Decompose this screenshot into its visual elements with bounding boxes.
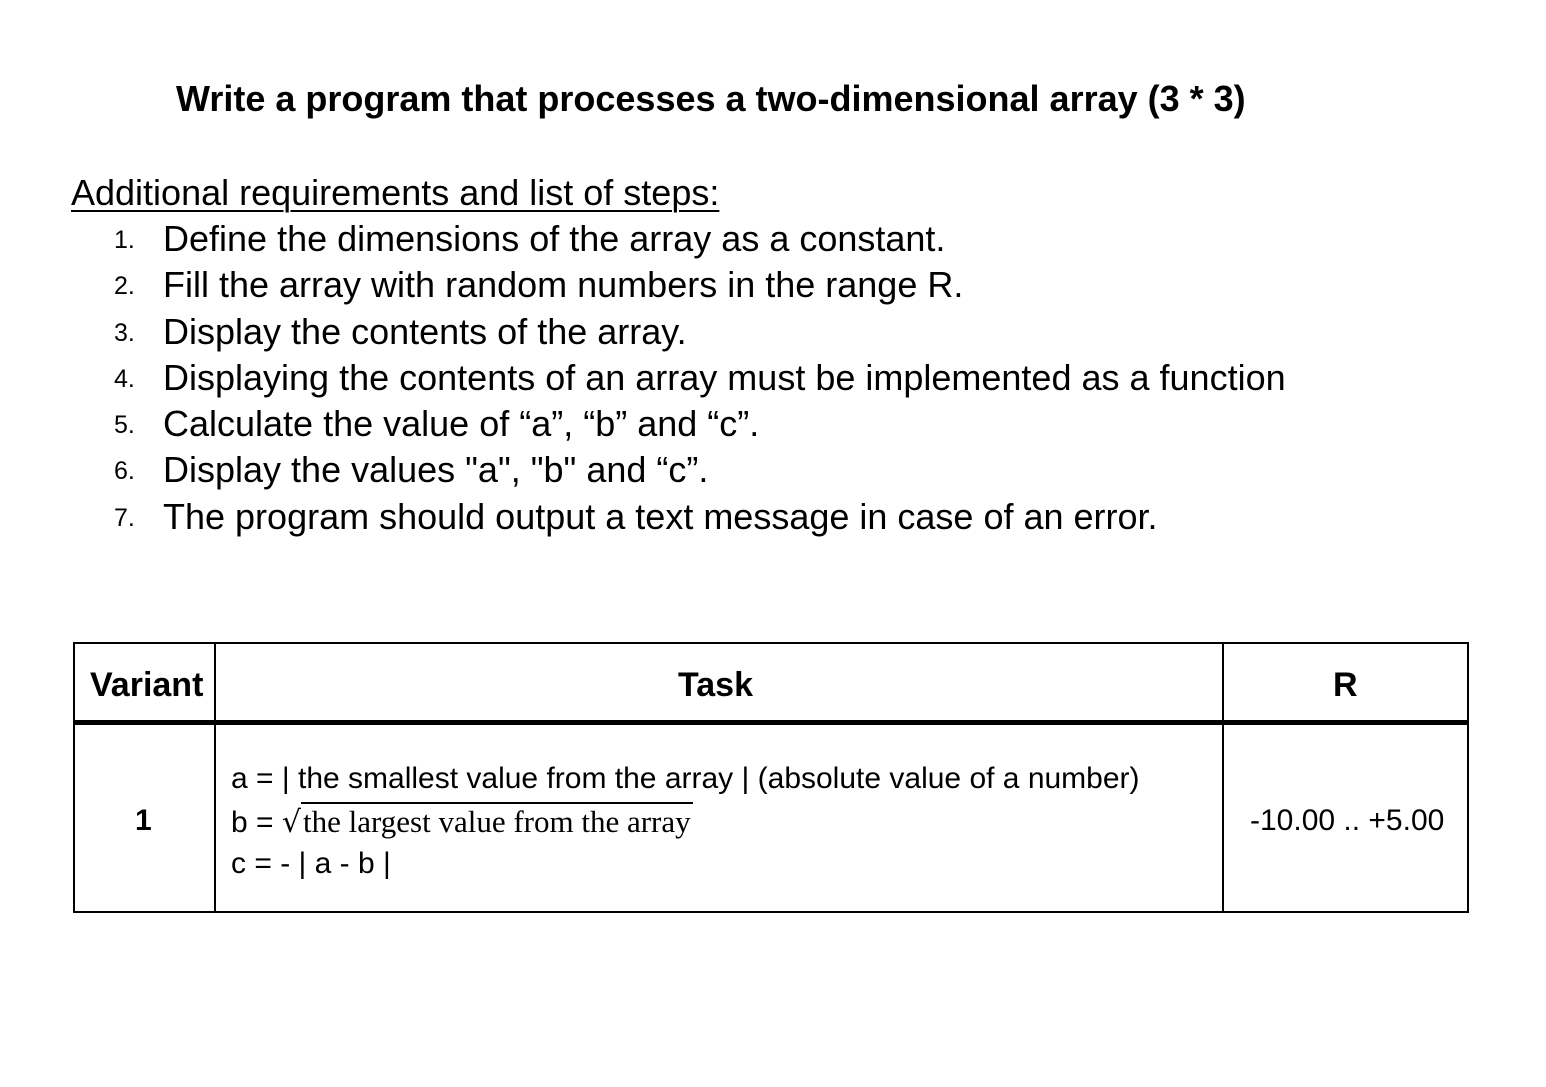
header-range: R (1333, 666, 1358, 704)
page-title: Write a program that processes a two-dimensional array (3 * 3) (176, 78, 1246, 119)
range-cell: -10.00 .. +5.00 (1250, 804, 1445, 837)
step-number: 4. (114, 364, 135, 393)
step-number: 7. (114, 503, 135, 532)
column-divider (1222, 644, 1224, 911)
step-text: The program should output a text message in case of an error. (163, 495, 1158, 537)
task-c-line: c = - | a - b | (231, 847, 391, 880)
step-number: 3. (114, 318, 135, 347)
step-number: 6. (114, 457, 135, 486)
step-text: Fill the array with random numbers in the range R. (163, 264, 964, 306)
column-divider (214, 644, 216, 911)
step-text: Calculate the value of “a”, “b” and “c”. (163, 403, 760, 445)
step-text: Display the contents of the array. (163, 310, 687, 352)
task-b-prefix: b = (231, 806, 282, 839)
task-b-radicand: the largest value from the array (303, 804, 691, 839)
step-text: Displaying the contents of an array must be implemented as a function (163, 356, 1286, 398)
variant-table (73, 642, 1469, 913)
step-number: 2. (114, 272, 135, 301)
header-variant: Variant (90, 666, 204, 704)
step-number: 5. (114, 411, 135, 440)
step-number: 1. (114, 226, 135, 254)
radical-icon: √ (281, 805, 301, 840)
header-divider (75, 720, 1467, 725)
square-root (282, 804, 693, 840)
task-a-line: a = | the smallest value from the array | (absolute value of a number) (231, 762, 1140, 795)
requirements-heading: Additional requirements and list of steps: (71, 172, 720, 213)
header-task: Task (678, 666, 753, 704)
task-b-line (231, 804, 693, 840)
step-text: Define the dimensions of the array as a constant. (163, 218, 946, 259)
step-text: Display the values "a", "b" and “c”. (163, 449, 709, 491)
variant-cell: 1 (135, 804, 152, 837)
